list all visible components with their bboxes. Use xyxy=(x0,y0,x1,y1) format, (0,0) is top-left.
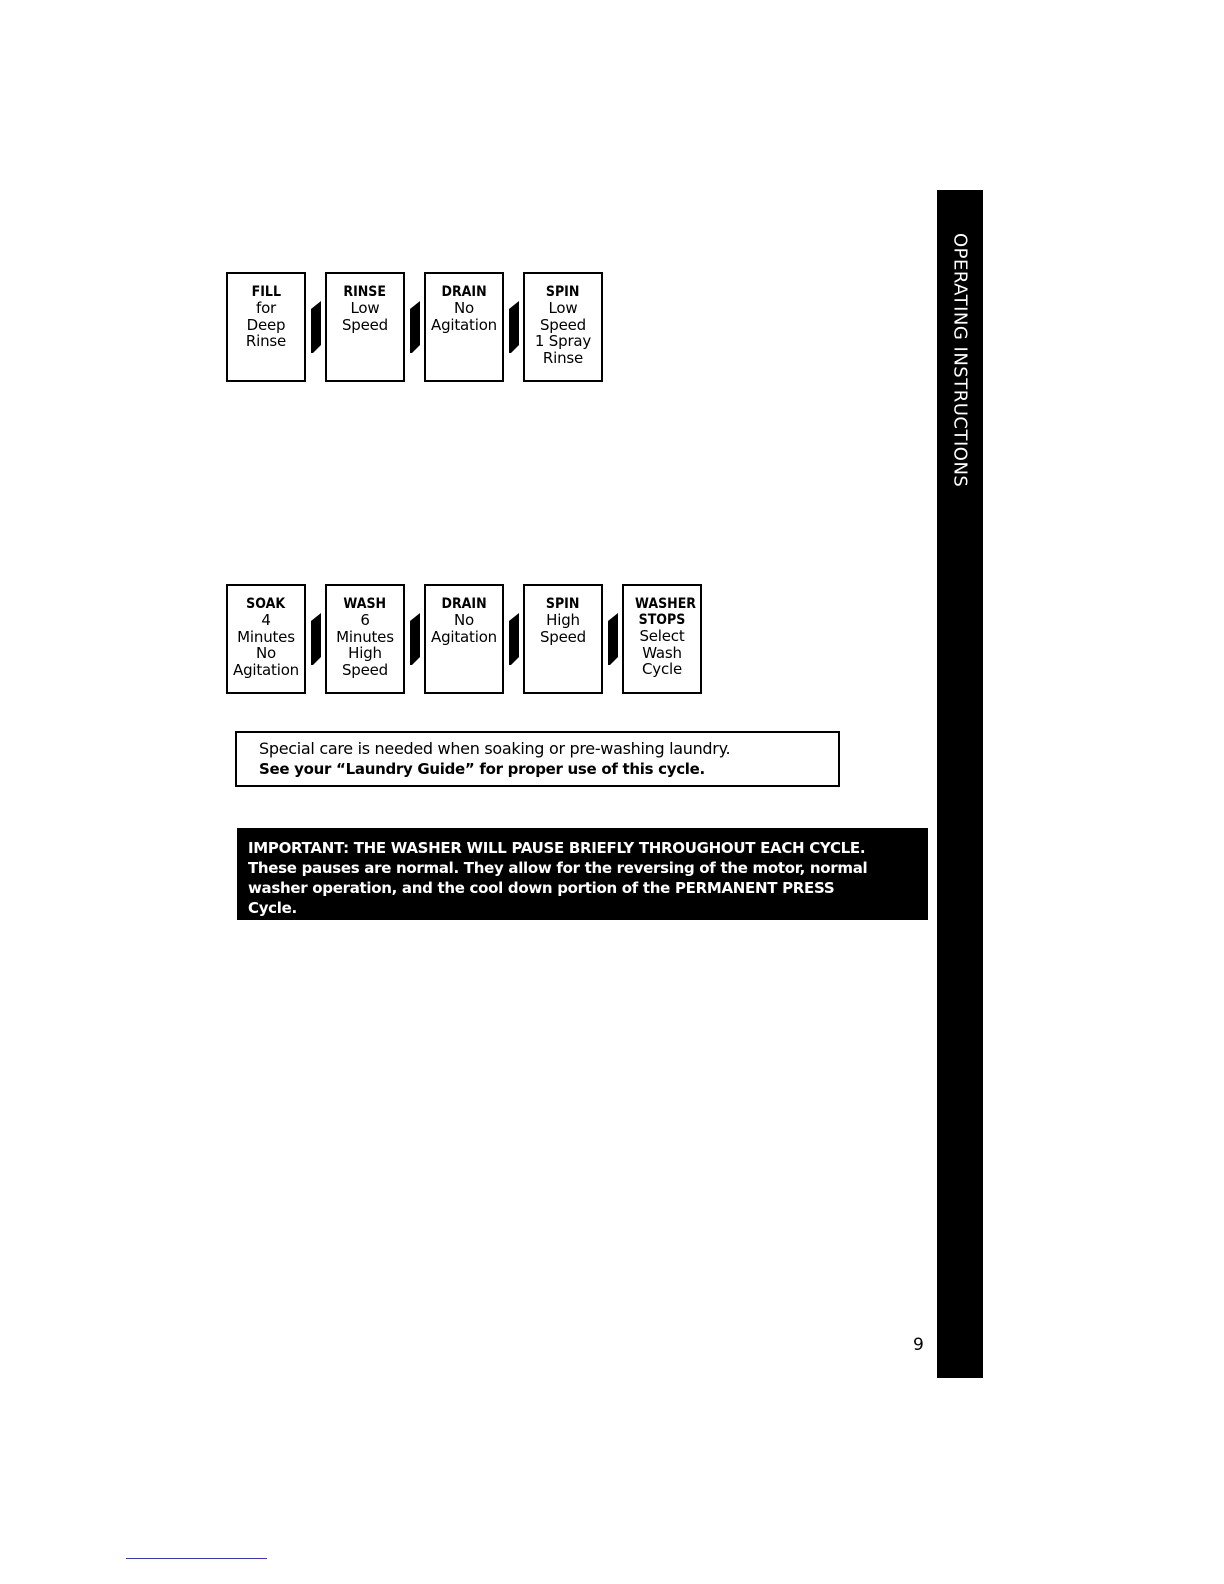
step-line: 1 Spray xyxy=(534,332,592,350)
step-line: Deep xyxy=(246,315,286,334)
flow-step-spin xyxy=(523,584,603,694)
step-line: Speed xyxy=(341,315,389,334)
step-title: WASH xyxy=(343,596,387,612)
step-title: SPIN xyxy=(546,284,580,300)
step-line: Speed xyxy=(539,627,587,646)
arrow-right-icon xyxy=(405,272,424,382)
arrow-right-icon xyxy=(306,272,325,382)
step-title: SOAK xyxy=(246,596,286,612)
step-line: 4 xyxy=(261,611,271,629)
page-number: 9 xyxy=(913,1335,924,1355)
important-line: washer operation, and the cool down portion of the PERMANENT PRESS xyxy=(248,879,835,897)
arrow-right-icon xyxy=(405,584,424,694)
step-title: WASHER STOPS xyxy=(635,596,697,628)
flow-step-drain xyxy=(424,272,504,382)
flow-step-wash xyxy=(325,584,405,694)
step-title: RINSE xyxy=(343,284,387,300)
arrow-right-icon xyxy=(504,584,523,694)
important-line: Cycle. xyxy=(248,899,297,917)
step-line: Agitation xyxy=(431,315,497,334)
flow-step-soak xyxy=(226,584,306,694)
soak-cycle-flow xyxy=(226,584,702,694)
arrow-right-icon xyxy=(306,584,325,694)
important-line: These pauses are normal. They allow for the reversing of the motor, normal xyxy=(248,859,868,877)
step-line: Rinse xyxy=(542,348,584,367)
footer-rule xyxy=(126,1558,267,1559)
important-notice xyxy=(237,828,928,920)
step-line: Low xyxy=(350,299,380,317)
step-title: SPIN xyxy=(546,596,580,612)
soak-note-box xyxy=(235,731,840,787)
step-line: Wash xyxy=(642,643,682,662)
important-line: IMPORTANT: THE WASHER WILL PAUSE BRIEFLY THROUGHOUT EACH CYCLE. xyxy=(248,839,866,857)
side-tab-label: OPERATING INSTRUCTIONS xyxy=(949,232,971,488)
step-line: Agitation xyxy=(233,660,299,679)
step-line: Minutes xyxy=(237,627,295,646)
step-line: for xyxy=(255,299,277,317)
step-line: Agitation xyxy=(431,627,497,646)
side-tab-label-container xyxy=(937,190,983,530)
flow-step-drain xyxy=(424,584,504,694)
step-line: Minutes xyxy=(336,627,394,646)
step-line: Select xyxy=(639,627,685,645)
arrow-right-icon xyxy=(504,272,523,382)
step-line: Speed xyxy=(341,660,389,679)
step-title: DRAIN xyxy=(441,284,487,300)
step-line: Cycle xyxy=(642,660,682,678)
step-line: High xyxy=(348,644,382,662)
step-line: Low xyxy=(548,299,578,317)
note-text: Special care is needed when soaking or pre-washing laundry. xyxy=(259,739,731,758)
note-text-bold: See your “Laundry Guide” for proper use of this cycle. xyxy=(259,760,705,778)
step-title: DRAIN xyxy=(441,596,487,612)
step-line: No xyxy=(454,299,474,317)
step-line: No xyxy=(256,644,276,662)
step-line: Speed xyxy=(539,315,587,334)
flow-step-spin xyxy=(523,272,603,382)
step-line: High xyxy=(546,611,580,629)
rinse-cycle-flow xyxy=(226,272,603,382)
step-line: 6 xyxy=(360,611,370,629)
flow-step-fill xyxy=(226,272,306,382)
flow-step-rinse xyxy=(325,272,405,382)
arrow-right-icon xyxy=(603,584,622,694)
step-line: Rinse xyxy=(245,332,287,350)
step-line: No xyxy=(454,611,474,629)
flow-step-washer-stops xyxy=(622,584,702,694)
step-title: FILL xyxy=(251,284,281,300)
